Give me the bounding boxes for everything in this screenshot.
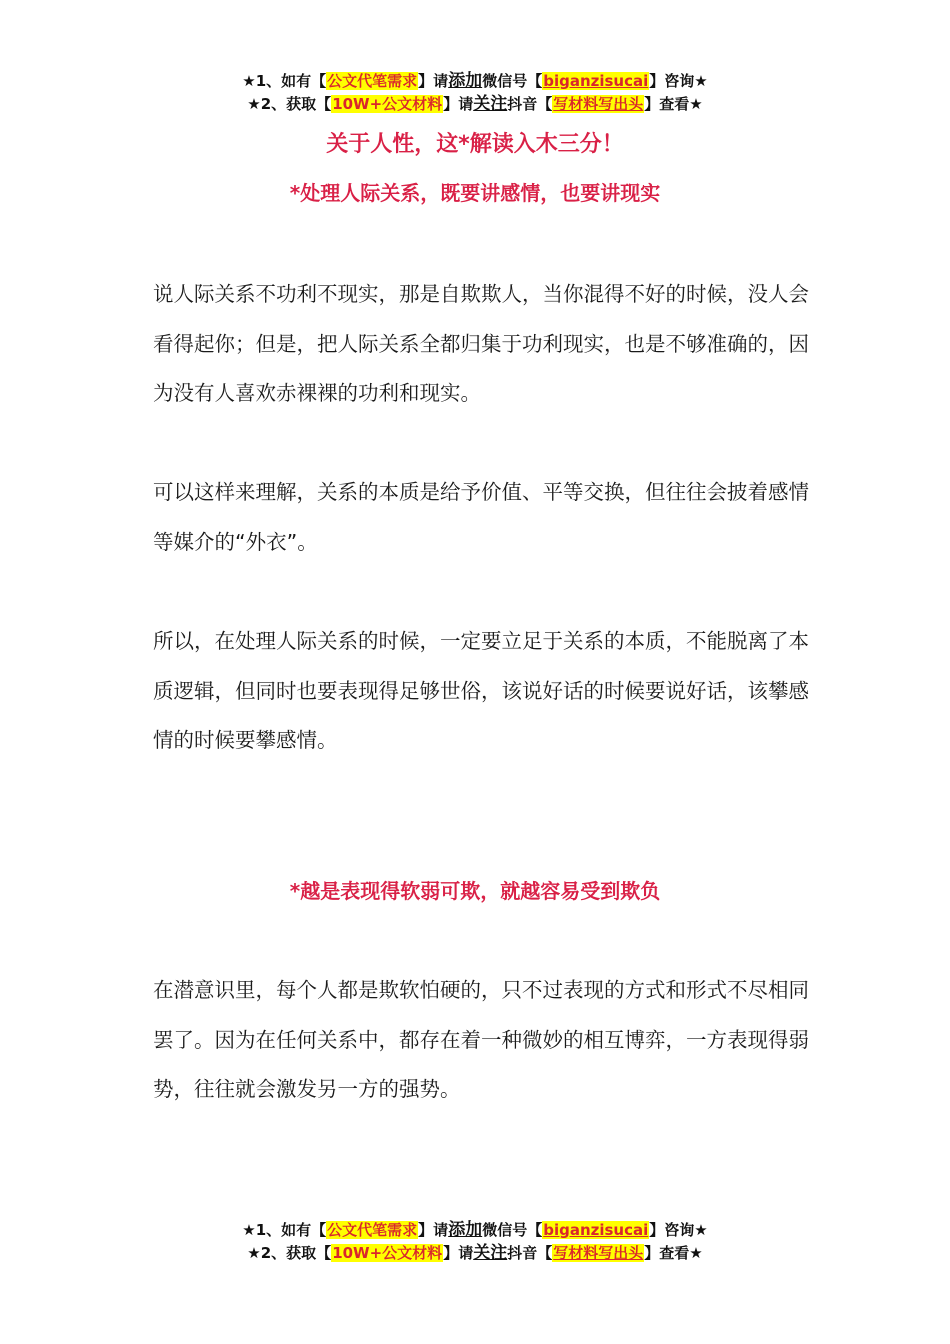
banner-text: 】请 [418,1221,449,1239]
page-title: 关于人性，这*解读入木三分！ [326,132,624,157]
banner-text: 】咨询★ [649,72,708,90]
banner-text: 抖音【 [507,95,553,113]
banner-text: 】请 [443,1244,474,1262]
footer-line-1 [0,1219,950,1242]
footer-banner [0,1219,950,1265]
banner-text: 】查看★ [644,95,703,113]
underlined-add: 添加 [448,71,483,91]
wechat-id[interactable]: biganzisucai [543,1221,649,1239]
underlined-add: 添加 [448,1220,483,1240]
banner-text: 微信号【 [482,72,543,90]
banner-text: 】查看★ [644,1244,703,1262]
paragraph-1: 说人际关系不功利不现实，那是自欺欺人，当你混得不好的时候，没人会看得起你；但是，把人际关系全都归集于功利现实，也是不够准确的，因为没有人喜欢赤裸裸的功利和现实。 [153,282,809,405]
underlined-follow: 关注 [473,94,508,114]
paragraph-2: 可以这样来理解，关系的本质是给予价值、平等交换，但往往会披着感情等媒介的“外衣”。 [153,480,809,554]
banner-text: ★2、获取【 [247,1244,332,1262]
section-heading-2: *越是表现得软弱可欺，就越容易受到欺负 [289,879,661,903]
highlight-materials: 10W+公文材料 [332,1244,443,1262]
banner-text: 】请 [418,72,449,90]
highlight-ghostwriting: 公文代笔需求 [327,72,418,90]
douyin-account[interactable]: 写材料写出头 [553,95,644,113]
paragraph-4: 在潜意识里，每个人都是欺软怕硬的，只不过表现的方式和形式不尽相同罢了。因为在任何关系中，都存在着一种微妙的相互博弈，一方表现得弱势，往往就会激发另一方的强势。 [153,978,809,1101]
header-banner [0,70,950,116]
footer-line-2 [0,1242,950,1265]
banner-text: ★1、如有【 [242,1221,327,1239]
banner-line-1 [0,70,950,93]
section-heading-1: *处理人际关系，既要讲感情，也要讲现实 [289,181,661,205]
wechat-id[interactable]: biganzisucai [543,72,649,90]
banner-text: ★2、获取【 [247,95,332,113]
douyin-account[interactable]: 写材料写出头 [553,1244,644,1262]
paragraph-3: 所以，在处理人际关系的时候，一定要立足于关系的本质，不能脱离了本质逻辑，但同时也要表现得足够世俗，该说好话的时候要说好话，该攀感情的时候要攀感情。 [153,629,809,752]
highlight-ghostwriting: 公文代笔需求 [327,1221,418,1239]
underlined-follow: 关注 [473,1243,508,1263]
banner-line-2 [0,93,950,116]
banner-text: 微信号【 [482,1221,543,1239]
banner-text: 抖音【 [507,1244,553,1262]
highlight-materials: 10W+公文材料 [332,95,443,113]
banner-text: 】咨询★ [649,1221,708,1239]
banner-text: 】请 [443,95,474,113]
banner-text: ★1、如有【 [242,72,327,90]
